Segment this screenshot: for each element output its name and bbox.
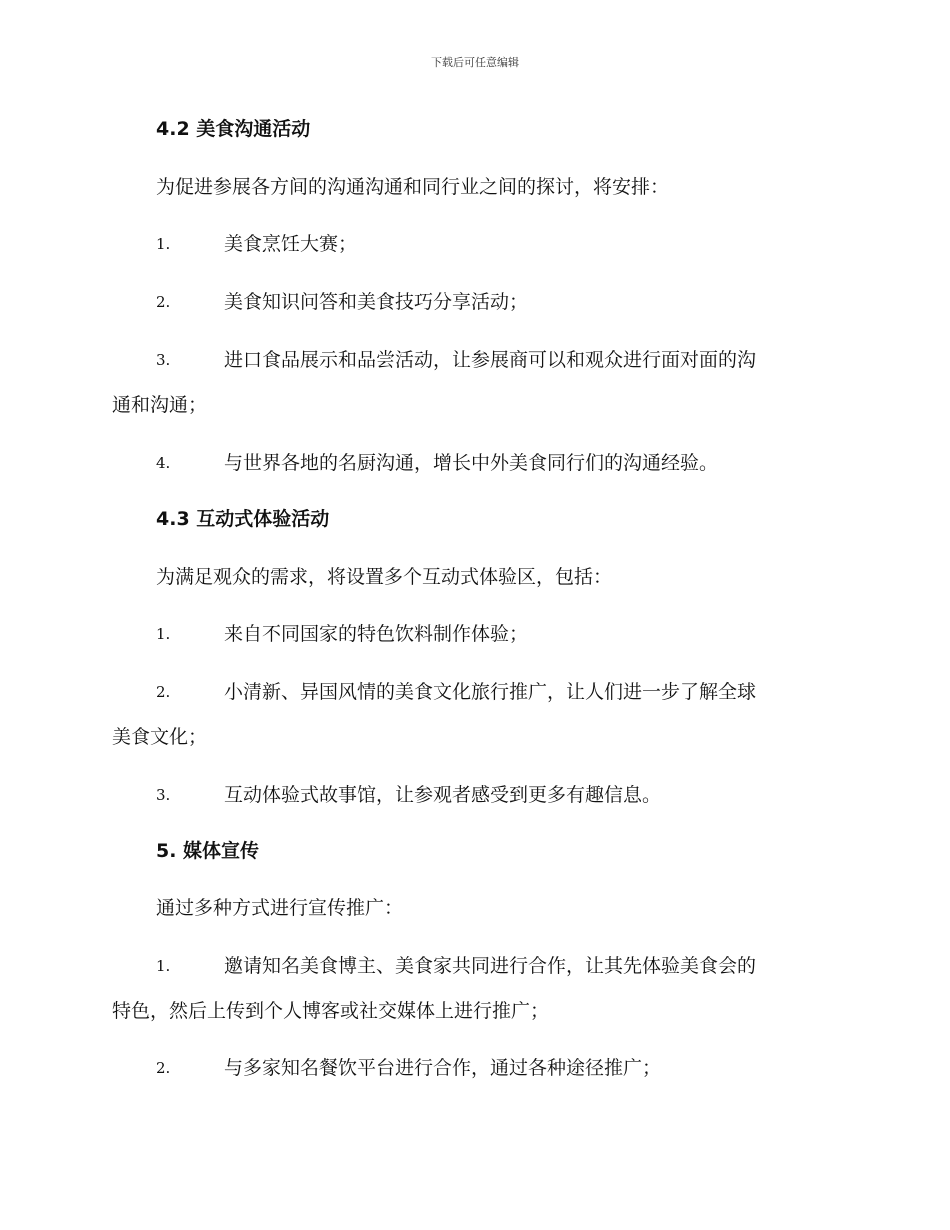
list-item-continuation: 特色，然后上传到个人博客或社交媒体上进行推广；: [112, 1000, 550, 1022]
list-item-continuation: 美食文化；: [112, 726, 208, 748]
section-heading: 4.3 互动式体验活动: [156, 508, 330, 530]
list-item: 小清新、异国风情的美食文化旅行推广，让人们进一步了解全球: [224, 681, 757, 703]
list-number: 1.: [156, 957, 171, 975]
list-number: 3.: [156, 351, 171, 369]
paragraph: 通过多种方式进行宣传推广：: [156, 897, 404, 919]
list-item: 美食烹饪大赛；: [224, 233, 358, 255]
list-number: 2.: [156, 683, 171, 701]
list-item: 来自不同国家的特色饮料制作体验；: [224, 623, 529, 645]
section-heading: 5. 媒体宣传: [156, 840, 260, 862]
paragraph: 为满足观众的需求，将设置多个互动式体验区，包括：: [156, 566, 613, 588]
list-item-continuation: 通和沟通；: [112, 394, 208, 416]
page-header: 下载后可任意编辑: [431, 56, 519, 69]
list-item: 互动体验式故事馆，让参观者感受到更多有趣信息。: [224, 784, 662, 806]
paragraph: 为促进参展各方间的沟通沟通和同行业之间的探讨，将安排：: [156, 176, 670, 198]
list-number: 3.: [156, 786, 171, 804]
list-number: 2.: [156, 1059, 171, 1077]
list-number: 2.: [156, 293, 171, 311]
list-number: 1.: [156, 235, 171, 253]
list-number: 1.: [156, 625, 171, 643]
list-item: 美食知识问答和美食技巧分享活动；: [224, 291, 529, 313]
section-heading: 4.2 美食沟通活动: [156, 118, 311, 140]
list-item: 进口食品展示和品尝活动，让参展商可以和观众进行面对面的沟: [224, 349, 757, 371]
list-item: 与多家知名餐饮平台进行合作，通过各种途径推广；: [224, 1057, 662, 1079]
list-item: 邀请知名美食博主、美食家共同进行合作，让其先体验美食会的: [224, 955, 757, 977]
list-item: 与世界各地的名厨沟通，增长中外美食同行们的沟通经验。: [224, 452, 719, 474]
list-number: 4.: [156, 454, 171, 472]
